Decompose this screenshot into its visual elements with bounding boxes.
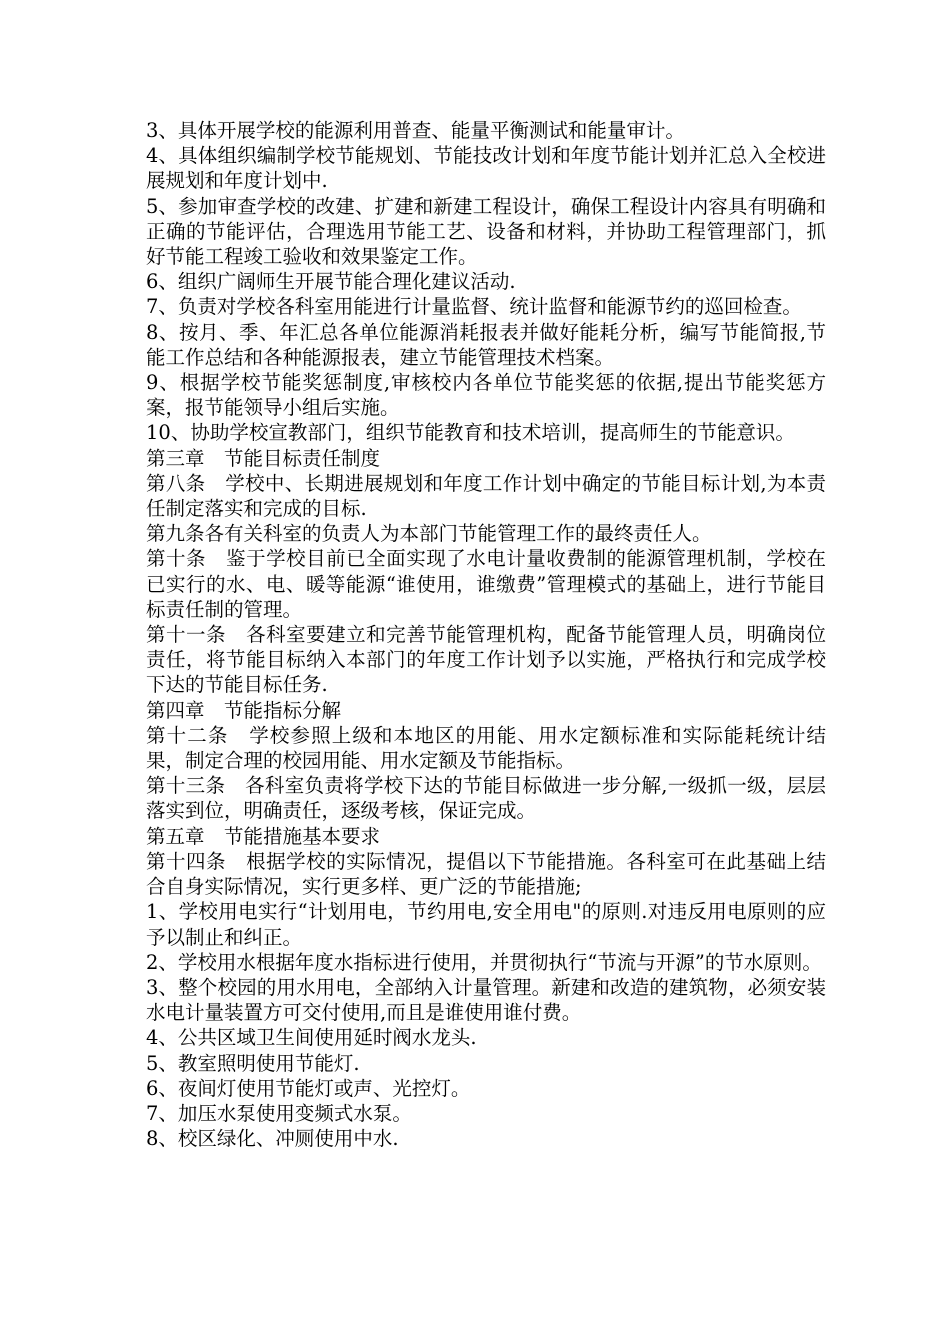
measure-item-4: 4、公共区域卫生间使用延时阀水龙头. bbox=[146, 1026, 477, 1050]
paragraph-item-6: 6、组织广阔师生开展节能合理化建议活动. bbox=[146, 270, 516, 294]
article-8: 第八条 学校中、长期进展规划和年度工作计划中确定的节能目标计划,为本责任制定落实和完成的目标. bbox=[146, 471, 826, 521]
article-11: 第十一条 各科室要建立和完善节能管理机构，配备节能管理人员，明确岗位责任，将节能目标纳入本部门的年度工作计划予以实施，严格执行和完成学校下达的节能目标任务. bbox=[146, 623, 826, 697]
measure-item-1: 1、学校用电实行“计划用电，节约用电,安全用电"的原则.对违反用电原则的应予以制止和纠正。 bbox=[146, 900, 826, 949]
article-13: 第十三条 各科室负责将学校下达的节能目标做进一步分解,一级抓一级，层层落实到位，明确责任，逐级考核，保证完成。 bbox=[146, 774, 826, 823]
chapter-heading-3: 第三章 节能目标责任制度 bbox=[146, 446, 381, 470]
paragraph-item-7: 7、负责对学校各科室用能进行计量监督、统计监督和能源节约的巡回检查。 bbox=[146, 295, 802, 319]
article-9: 第九条各有关科室的负责人为本部门节能管理工作的最终责任人。 bbox=[146, 522, 712, 546]
article-10: 第十条 鉴于学校目前已全面实现了水电计量收费制的能源管理机制，学校在已实行的水、电、暖等能源“谁使用，谁缴费”管理模式的基础上，进行节能目标责任制的管理。 bbox=[146, 547, 826, 621]
measure-item-3: 3、整个校园的用水用电，全部纳入计量管理。新建和改造的建筑物，必须安装水电计量装置方可交付使用,而且是谁使用谁付费。 bbox=[146, 975, 826, 1025]
paragraph-item-9: 9、根据学校节能奖惩制度,审核校内各单位节能奖惩的依据,提出节能奖惩方案，报节能领导小组后实施。 bbox=[146, 371, 826, 420]
measure-item-2: 2、学校用水根据年度水指标进行使用，并贯彻执行“节流与开源”的节水原则。 bbox=[146, 950, 822, 974]
article-14: 第十四条 根据学校的实际情况，提倡以下节能措施。各科室可在此基础上结合自身实际情况，实行更多样、更广泛的节能措施; bbox=[146, 849, 826, 899]
measure-item-5: 5、教室照明使用节能灯. bbox=[146, 1051, 360, 1075]
article-12: 第十二条 学校参照上级和本地区的用能、用水定额标准和实际能耗统计结果，制定合理的校园用能、用水定额及节能指标。 bbox=[146, 723, 826, 773]
measure-item-7: 7、加压水泵使用变频式水泵。 bbox=[146, 1101, 412, 1125]
measure-item-6: 6、夜间灯使用节能灯或声、光控灯。 bbox=[146, 1076, 471, 1100]
paragraph-item-3: 3、具体开展学校的能源利用普查、能量平衡测试和能量审计。 bbox=[146, 119, 685, 142]
paragraph-item-4: 4、具体组织编制学校节能规划、节能技改计划和年度节能计划并汇总入全校进展规划和年度计划中. bbox=[146, 144, 826, 193]
chapter-heading-5: 第五章 节能措施基本要求 bbox=[146, 824, 381, 848]
paragraph-item-8: 8、按月、季、年汇总各单位能源消耗报表并做好能耗分析，编写节能简报,节能工作总结和各种能源报表，建立节能管理技术档案。 bbox=[146, 320, 826, 369]
document-page bbox=[146, 118, 826, 1151]
paragraph-item-10: 10、协助学校宣教部门，组织节能教育和技术培训，提高师生的节能意识。 bbox=[146, 421, 795, 445]
measure-item-8: 8、校区绿化、冲厕使用中水. bbox=[146, 1127, 399, 1151]
paragraph-item-5: 5、参加审查学校的改建、扩建和新建工程设计，确保工程设计内容具有明确和正确的节能评估，合理选用节能工艺、设备和材料，并协助工程管理部门，抓好节能工程竣工验收和效果鉴定工作。 bbox=[146, 194, 826, 269]
chapter-heading-4: 第四章 节能指标分解 bbox=[146, 698, 342, 722]
